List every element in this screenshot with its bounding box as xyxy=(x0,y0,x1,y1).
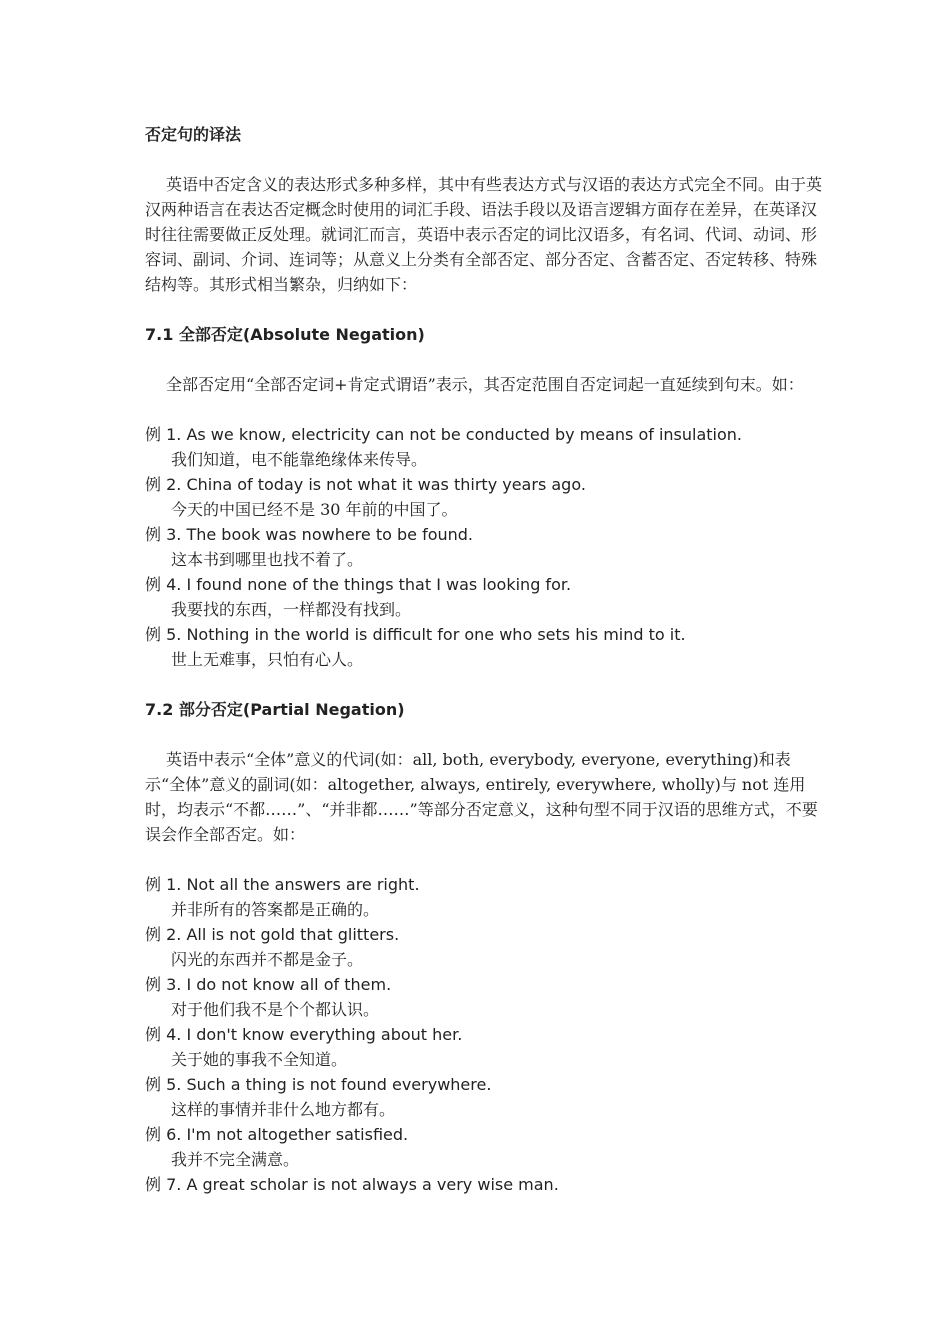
document-title: 否定句的译法 xyxy=(145,125,242,144)
example-english: 例 5. Nothing in the world is difficult for one who sets his mind to it. xyxy=(145,625,686,644)
example-english: 例 2. China of today is not what it was thirty years ago. xyxy=(145,475,586,494)
example-list xyxy=(145,872,825,1197)
example-chinese: 这本书到哪里也找不着了。 xyxy=(171,550,364,569)
example-chinese: 关于她的事我不全知道。 xyxy=(171,1050,348,1069)
section-heading-partial-negation: 7.2 部分否定(Partial Negation) xyxy=(145,700,405,719)
document-page xyxy=(145,122,825,1222)
example-english: 例 7. A great scholar is not always a very wise man. xyxy=(145,1175,559,1194)
example-chinese: 世上无难事，只怕有心人。 xyxy=(171,650,364,669)
example-english: 例 4. I don't know everything about her. xyxy=(145,1025,463,1044)
example-chinese: 并非所有的答案都是正确的。 xyxy=(171,900,380,919)
example-chinese: 今天的中国已经不是 30 年前的中国了。 xyxy=(171,500,458,519)
example-chinese: 对于他们我不是个个都认识。 xyxy=(171,1000,380,1019)
section-paragraph: 全部否定用“全部否定词+肯定式谓语”表示，其否定范围自否定词起一直延续到句末。如： xyxy=(166,375,804,394)
intro-paragraph: 英语中否定含义的表达形式多种多样，其中有些表达方式与汉语的表达方式完全不同。由于英汉两种语言在表达否定概念时使用的词汇手段、语法手段以及语言逻辑方面存在差异，在英译汉时往往需要做正反处理。就词汇而言，英语中表示否定的词比汉语多，有名词、代词、动词、形容词、副词、介词、连词等；从意义上分类有全部否定、部分否定、含蓄否定、否定转移、特殊结构等。其形式相当繁杂，归纳如下： xyxy=(145,175,823,294)
section-heading-absolute-negation: 7.1 全部否定(Absolute Negation) xyxy=(145,325,425,344)
example-chinese: 闪光的东西并不都是金子。 xyxy=(171,950,364,969)
example-english: 例 1. As we know, electricity can not be conducted by means of insulation. xyxy=(145,425,743,444)
section-paragraph: 英语中表示“全体”意义的代词(如：all, both, everybody, everyone, everything)和表示“全体”意义的副词(如：altogether, always, entirely, everywhere, wholly)与 not 连用时，均表示“不都……”、“并非都……”等部分否定意义，这种句型不同于汉语的思维方式，不要误会作全部否定。如： xyxy=(145,750,818,844)
example-english: 例 5. Such a thing is not found everywhere. xyxy=(145,1075,492,1094)
example-english: 例 3. I do not know all of them. xyxy=(145,975,392,994)
example-chinese: 我们知道，电不能靠绝缘体来传导。 xyxy=(171,450,428,469)
example-english: 例 1. Not all the answers are right. xyxy=(145,875,420,894)
example-english: 例 6. I'm not altogether satisfied. xyxy=(145,1125,409,1144)
example-english: 例 4. I found none of the things that I was looking for. xyxy=(145,575,572,594)
example-chinese: 我要找的东西，一样都没有找到。 xyxy=(171,600,412,619)
example-english: 例 3. The book was nowhere to be found. xyxy=(145,525,474,544)
example-chinese: 我并不完全满意。 xyxy=(171,1150,300,1169)
example-list xyxy=(145,422,825,672)
example-english: 例 2. All is not gold that glitters. xyxy=(145,925,400,944)
example-chinese: 这样的事情并非什么地方都有。 xyxy=(171,1100,396,1119)
